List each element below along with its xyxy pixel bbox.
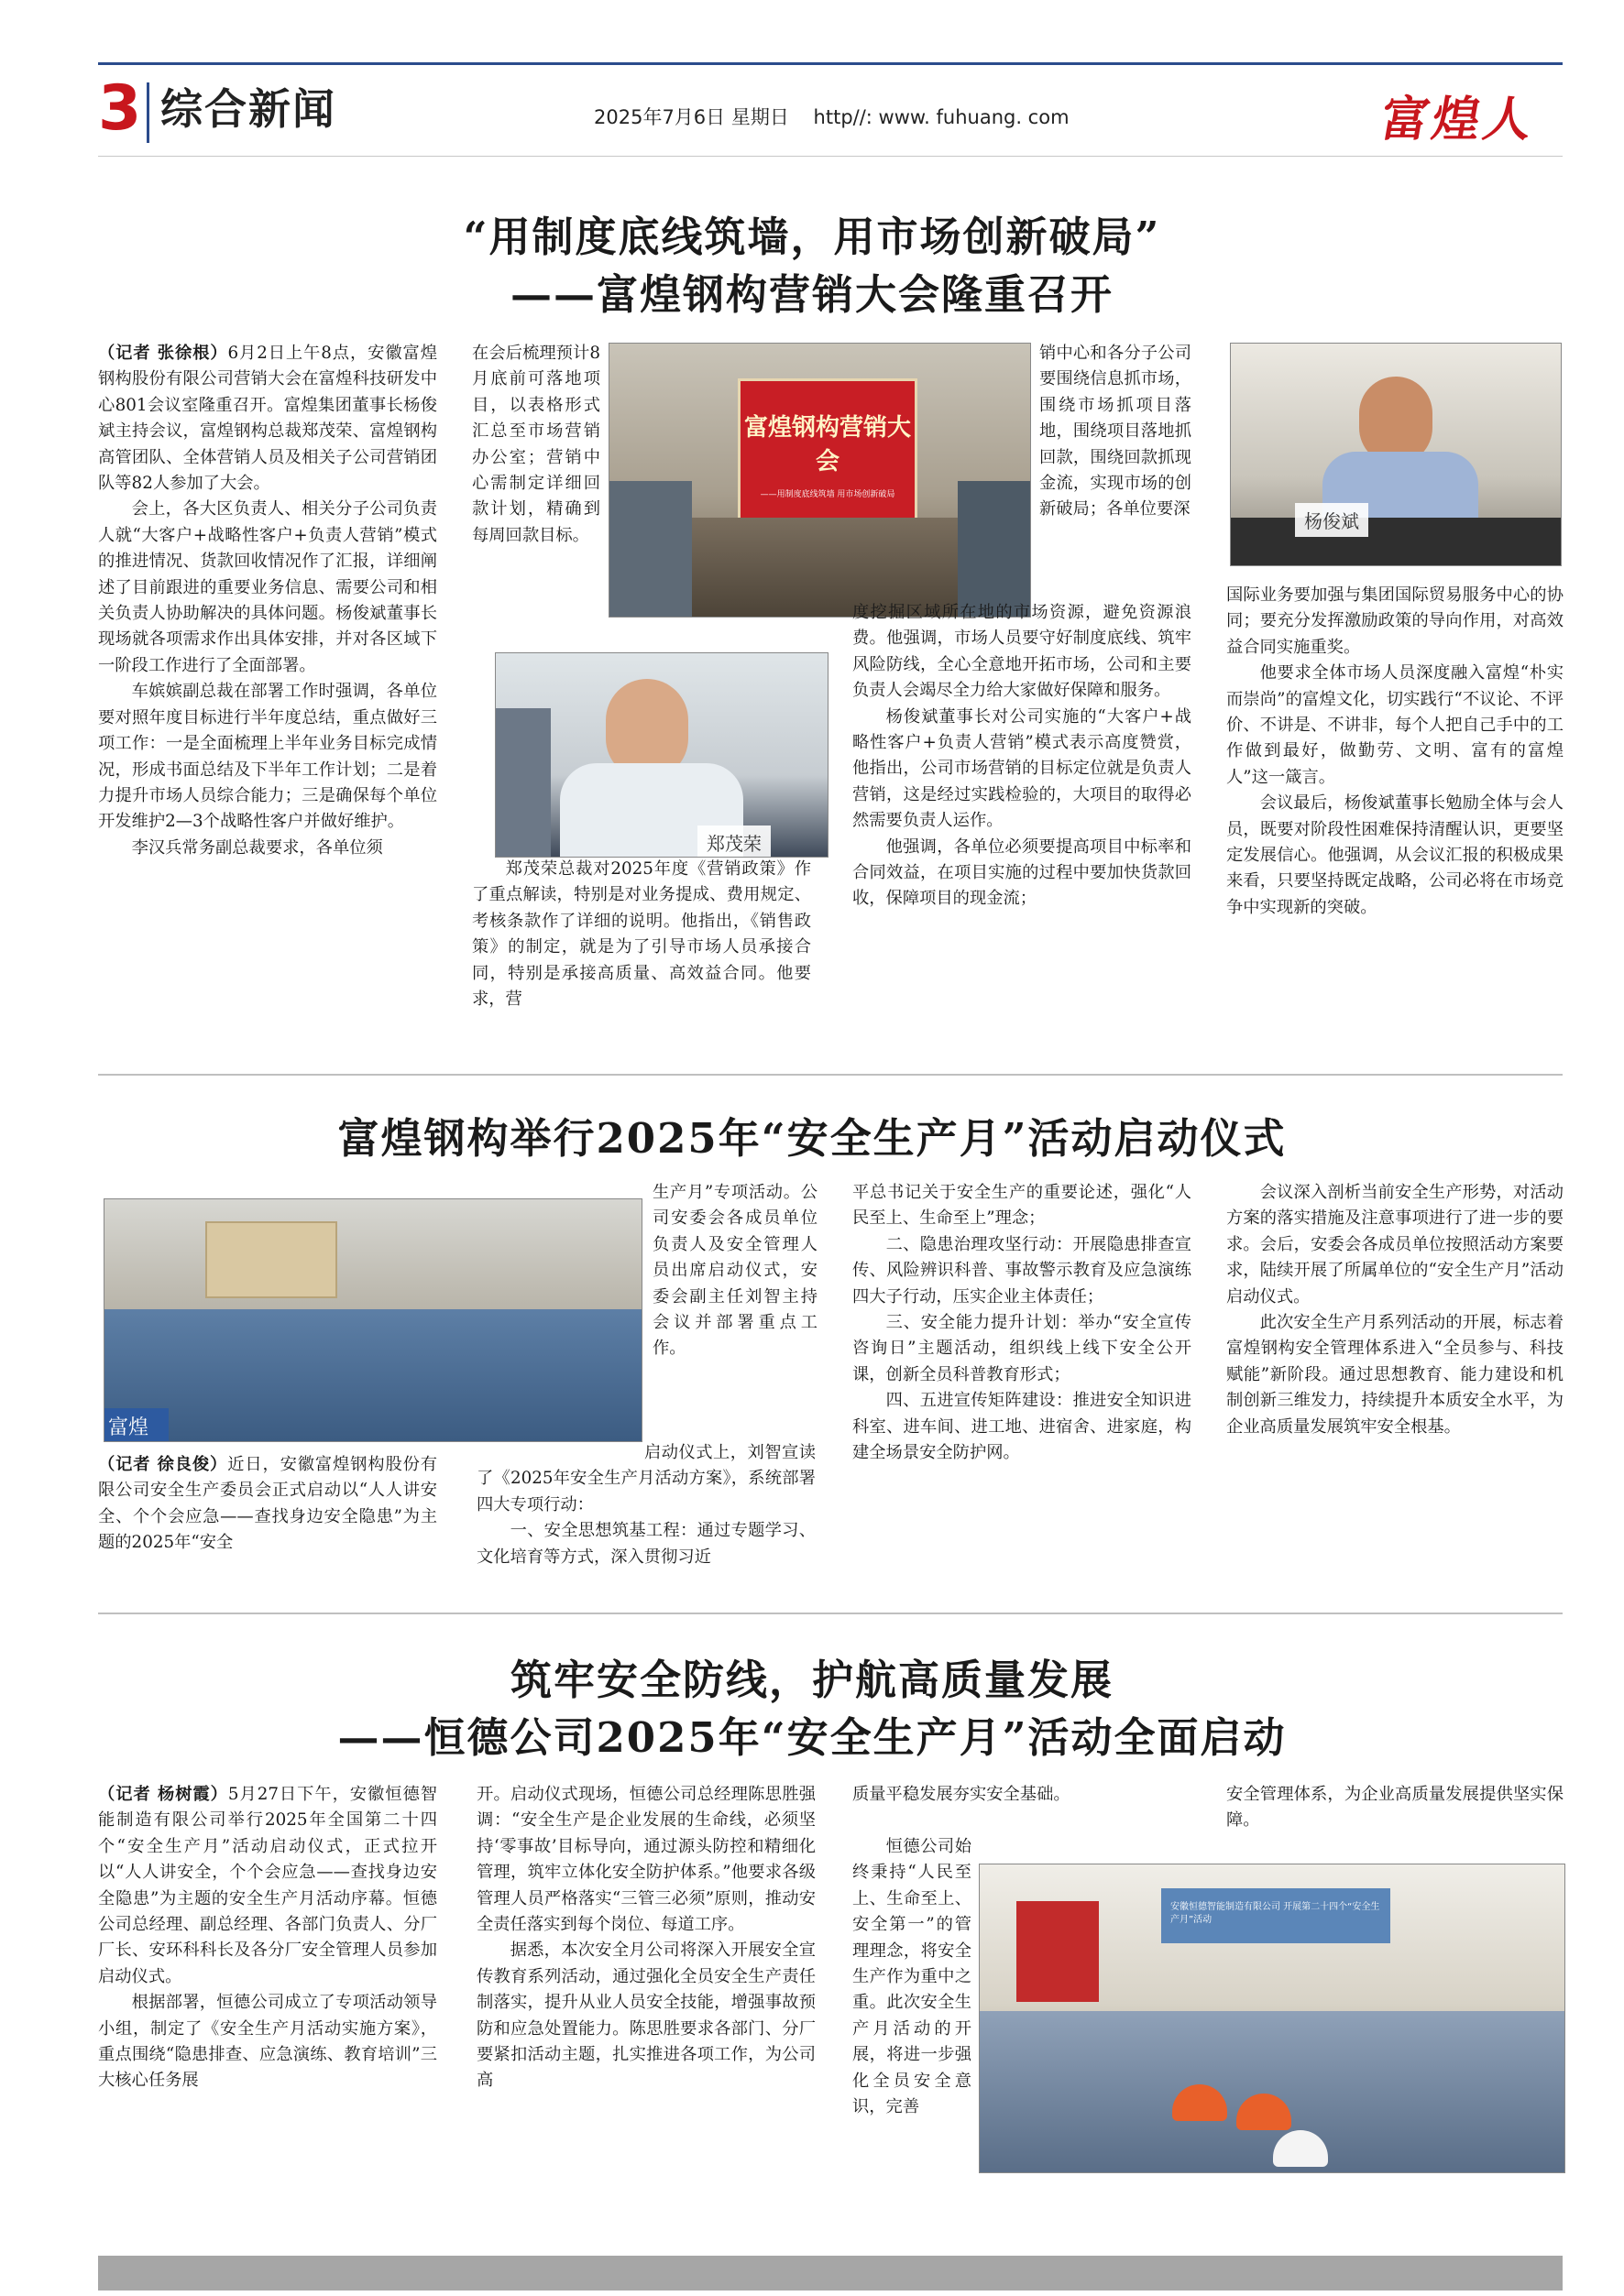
article2-para: 一、安全思想筑基工程：通过专题学习、文化培育等方式，深入贯彻习近 [477, 1521, 816, 1567]
attendees-right [958, 481, 1030, 617]
article1-column-3a-text [1039, 341, 1191, 523]
article1-column-2a [472, 341, 600, 549]
article1-column-3b [852, 600, 1191, 913]
meeting-participants [980, 2011, 1564, 2172]
article2-para: 近日，安徽富煌钢构股份有限公司安全生产委员会正式启动以“人人讲安全、个个会应急——查找身边安全隐患”为主题的2025年“安全 [98, 1455, 438, 1553]
article2-column-3 [852, 1180, 1191, 1466]
banner-text: 安徽恒德智能制造有限公司 开展第二十四个“安全生产月”活动 [1170, 1902, 1380, 1925]
article3-title-line1: 筑牢安全防线，护航高质量发展 [510, 1656, 1114, 1704]
article1-para: （记者 张徐根）6月2日上午8点，安徽富煌钢构股份有限公司营销大会在富煌科技研发中心801会议室隆重召开。富煌集团董事长杨俊斌主持会议，富煌钢构总裁郑茂荣、富煌钢构高管团队、全体营销人员及相关子公司营销团队等82人参加了大会。 [98, 344, 437, 494]
article1-portrait-zheng [495, 652, 828, 858]
page-number: 3 [98, 72, 142, 145]
article2-para: 此次安全生产月系列活动的开展，标志着富煌钢构安全管理体系进入“全员参与、科技赋能”新阶段。通过思想教育、能力建设和机制创新三维发力，持续提升本质安全水平，为企业高质量发展筑牢安全根基。 [1226, 1313, 1564, 1437]
article1-para: 李汉兵常务副总裁要求，各单位须 [131, 837, 383, 858]
photo-caption-zheng: 郑茂荣 [697, 825, 771, 858]
article3-column-3a [852, 1782, 1191, 1808]
article1-para: 会上，各大区负责人、相关分子公司负责人就“大客户+战略性客户+负责人营销”模式的推进情况、货款回收情况作了汇报，详细阐述了目前跟进的重要业务信息、需要公司和相关负责人协助解决的具体问题。杨俊斌董事长现场就各项需求作出具体安排，并对各区域下一阶段工作进行了全面部署。 [98, 499, 437, 675]
article1-para: 度挖掘区域所在地的市场资源，避免资源浪费。他强调，市场人员要守好制度底线、筑牢风险防线，全心全意地开拓市场，公司和主要负责人会竭尽全力给大家做好保障和服务。 [852, 603, 1191, 701]
section-title: 综合新闻 [160, 84, 336, 134]
article1-para: 国际业务要加强与集团国际贸易服务中心的协同；要充分发挥激励政策的导向作用，对高效益合同实施重奖。 [1226, 585, 1564, 657]
article3-para: 根据部署，恒德公司成立了专项活动领导小组，制定了《安全生产月活动实施方案》，重点围绕“隐患排查、应急演练、教育培训”三大核心任务展 [98, 1993, 437, 2091]
article3-title-line2: ——恒德公司2025年“安全生产月”活动全面启动 [337, 1713, 1287, 1762]
article3-para: 安全管理体系，为企业高质量发展提供坚实保障。 [1226, 1785, 1564, 1831]
article1-para: 会议最后，杨俊斌董事长勉励全体与会人员，既要对阶段性困难保持清醒认识，更要坚定发展信心。他强调，从会议汇报的积极成果来看，只要坚持既定战略，公司必将在市场竞争中实现新的突破。 [1226, 793, 1564, 917]
article1-para: 销中心和各分子公司要围绕信息抓市场，围绕市场抓项目落地，围绕项目落地抓回款，围绕回款抓现金流，实现市场的创新破局；各单位要深 [1039, 344, 1191, 519]
article3-column-4 [1226, 1782, 1564, 1834]
party-board [1016, 1901, 1099, 2002]
article2-title: 富煌钢构举行2025年“安全生产月”活动启动仪式 [337, 1114, 1287, 1163]
attendees-left [609, 481, 692, 617]
article3-para: 恒德公司始终秉持“人民至上、生命至上、安全第一”的管理理念，将安全生产作为重中之重。此次安全生产月活动的开展，将进一步强化全员安全意识，完善 [852, 1837, 971, 2117]
article3-column-3b [852, 1834, 971, 2120]
article2-column-2a [653, 1180, 817, 1362]
meeting-banner [1161, 1888, 1390, 1943]
article3-byline: （记者 杨树霞） [98, 1785, 228, 1804]
article2-para: 生产月”专项活动。公司安委会各成员单位负责人及安全管理人员出席启动仪式，安委会副主任刘智主持会议并部署重点工作。 [653, 1183, 817, 1359]
footer-bar [98, 2256, 1563, 2291]
article1-meeting-photo [609, 343, 1031, 618]
article2-column-2b [477, 1440, 816, 1570]
article1-para: 他要求全体市场人员深度融入富煌“朴实而崇尚”的富煌文化，切实践行“不议论、不评价、不讲是、不讲非，每个人把自己手中的工作做到最好，做勤劳、文明、富有的富煌人”这一箴言。 [1226, 663, 1564, 787]
article1-para: 车嫔嫔副总裁在部署工作时强调，各单位要对照年度目标进行半年度总结，重点做好三项工作：一是全面梳理上半年业务目标完成情况，形成书面总结及下半年工作计划；二是着力提升市场人员综合能力；三是确保每个单位开发维护2—3个战略性客户并做好维护。 [98, 682, 437, 832]
article3-meeting-photo [979, 1864, 1565, 2173]
article1-column-4 [1226, 583, 1564, 921]
article1-para: 郑茂荣总裁对2025年度《营销政策》作了重点解读，特别是对业务提成、费用规定、考核条款作了详细的说明。他指出，《销售政策》的制定，就是为了引导市场人员承接合同，特别是承接高质量、高效益合同。他要求，营 [472, 859, 811, 1010]
dateline [594, 103, 1070, 130]
article2-column-4 [1226, 1180, 1564, 1440]
article3-para: 质量平稳发展夯实安全基础。 [852, 1785, 1070, 1804]
screen-subtitle-text: ——用制度底线筑墙 用市场创新破局 [760, 490, 895, 499]
ceremony-screen [205, 1221, 337, 1298]
article3-para: 5月27日下午，安徽恒德智能制造有限公司举行2025年全国第二十四个“安全生产月”活动启动仪式，正式拉开以“人人讲安全，个个会应急——查找身边安全隐患”为主题的安全生产月活动序幕。恒德公司总经理、副总经理、各部门负责人、分厂厂长、安环科科长及各分厂安全管理人员参加启动仪式。 [98, 1785, 437, 1986]
article1-portrait-yang [1230, 343, 1562, 566]
article1-para: 在会后梳理预计8月底前可落地项目，以表格形式汇总至市场营销办公室；营销中心需制定详细回款计划，精确到每周回款目标。 [472, 344, 600, 545]
meeting-screen [738, 378, 917, 521]
article2-para: 启动仪式上，刘智宣读了《2025年安全生产月活动方案》，系统部署四大专项行动： [477, 1443, 816, 1514]
masthead-bottom-rule [98, 156, 1563, 157]
article2-ceremony-photo [104, 1198, 642, 1442]
photo-caption-yang: 杨俊斌 [1295, 503, 1368, 537]
masthead-separator [147, 82, 149, 143]
article2-para: 四、五进宣传矩阵建设：推进安全知识进科室、进车间、进工地、进宿舍、进家庭，构建全场景安全防护网。 [852, 1391, 1191, 1463]
article3-column-2 [477, 1782, 816, 2094]
article1-title-line2: ——富煌钢构营销大会隆重召开 [510, 270, 1114, 319]
article1-column-2b [472, 857, 811, 1012]
article1-byline: （记者 张徐根） [98, 344, 228, 363]
article1-para: 他强调，各单位必须要提高项目中标率和合同效益，在项目实施的过程中要加快货款回收，保障项目的现金流； [852, 836, 1191, 909]
article1-column-1 [98, 341, 437, 861]
site-url[interactable]: http//: www. fuhuang. com [813, 106, 1070, 128]
article3-column-1 [98, 1782, 437, 2094]
divider-1 [98, 1074, 1563, 1076]
divider-2 [98, 1613, 1563, 1614]
article2-column-1 [98, 1452, 437, 1557]
article1-title-line1: “用制度底线筑墙，用市场创新破局” [463, 213, 1161, 261]
article2-para: 二、隐患治理攻坚行动：开展隐患排查宣传、风险辨识科普、事故警示教育及应急演练四大子行动，压实企业主体责任； [852, 1234, 1191, 1307]
screen-title-text: 富煌钢构营销大会 [743, 414, 911, 476]
article3-para: 据悉，本次安全月公司将深入开展安全宣传教育系列活动，通过强化全员安全生产责任制落实，提升从业人员安全技能，增强事故预防和应急处置能力。陈思胜要求各部门、分厂要紧扣活动主题，扎实推进各项工作，为公司高 [477, 1941, 816, 2091]
attendees-blue-uniform [104, 1309, 642, 1441]
bg-person [496, 708, 551, 857]
issue-date: 2025年7月6日 星期日 [594, 106, 789, 128]
article2-para: 三、安全能力提升计划：举办“安全宣传咨询日”主题活动，组织线上线下安全公开课，创新全员科普教育形式； [852, 1313, 1191, 1384]
article2-para: 会议深入剖析当前安全生产形势，对活动方案的落实措施及注意事项进行了进一步的要求。会后，安委会各成员单位按照活动方案要求，陆续开展了所属单位的“安全生产月”活动启动仪式。 [1226, 1183, 1564, 1307]
article1-para: 杨俊斌董事长对公司实施的“大客户+战略性客户+负责人营销”模式表示高度赞赏，他指出，公司市场营销的目标定位就是负责人营销，这是经过实践检验的，大项目的取得必然需要负责人运作。 [852, 706, 1191, 831]
masthead-top-rule [98, 62, 1563, 65]
desk [1231, 518, 1561, 565]
article2-byline: （记者 徐良俊） [98, 1455, 228, 1474]
newspaper-logo: 富煌人 [1376, 92, 1541, 148]
article2-para: 平总书记关于安全生产的重要论述，强化“人民至上、生命至上”理念； [852, 1183, 1191, 1229]
photo-watermark: 富煌 [104, 1408, 169, 1441]
article3-para: 开。启动仪式现场，恒德公司总经理陈思胜强调：“安全生产是企业发展的生命线，必须坚持‘零事故’目标导向，通过源头防控和精细化管理，筑牢立体化安全防护体系。”他要求各级管理人员严格落实“三管三必须”原则，推动安全责任落实到每个岗位、每道工序。 [477, 1785, 816, 1935]
